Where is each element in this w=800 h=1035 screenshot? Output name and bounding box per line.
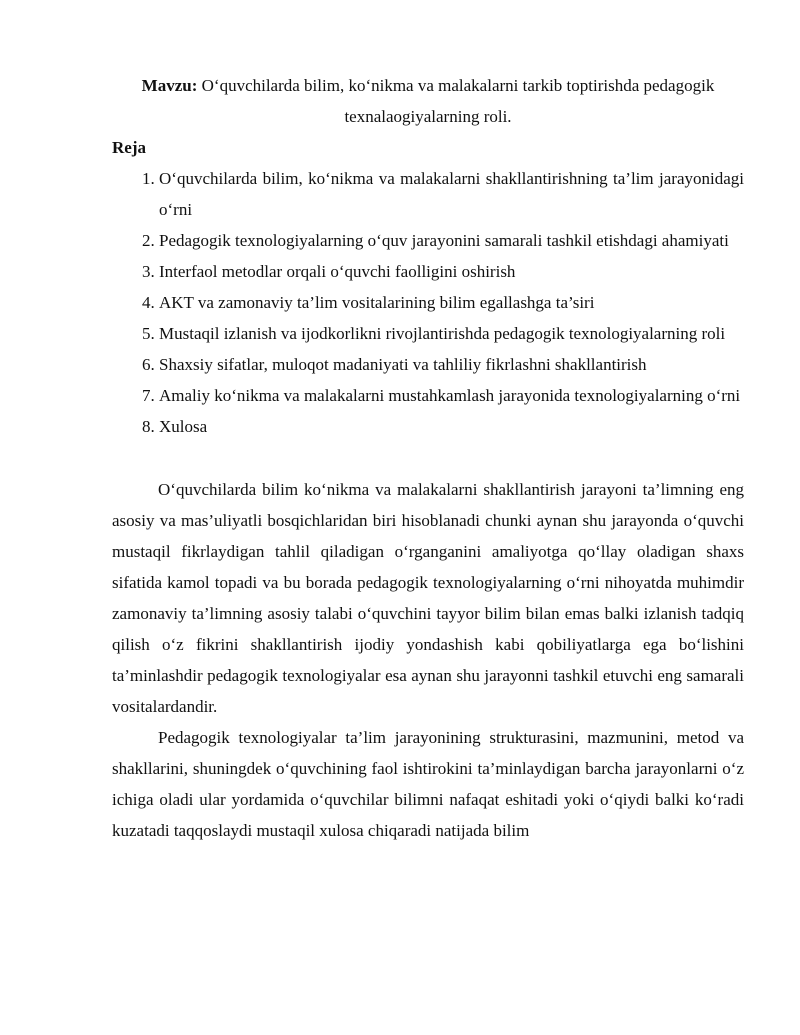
title-label: Mavzu:	[141, 76, 198, 95]
plan-item: 8. Xulosa	[159, 411, 744, 442]
paragraph: Pedagogik texnologiyalar ta’lim jarayonining strukturasini, mazmunini, metod va shakllarini, shuningdek o‘quvchining faol ishtirokini ta’minlaydigan barcha jarayonlarni o‘z ichiga oladi ular yordamida o‘quvchilar bilimni nafaqat eshitadi yoki o‘qiydi balki ko‘radi kuzatadi taqqoslaydi mustaqil xulosa chiqaradi natijada bilim	[112, 728, 744, 840]
plan-item: 2. Pedagogik texnologiyalarning o‘quv jarayonini samarali tashkil etishdagi ahamiyati	[159, 225, 744, 256]
plan-item: 3. Interfaol metodlar orqali o‘quvchi faolligini oshirish	[159, 256, 744, 287]
paragraph: O‘quvchilarda bilim ko‘nikma va malakalarni shakllantirish jarayoni ta’limning eng asosiy va mas’uliyatli bosqichlaridan biri hisoblanadi chunki aynan shu jarayonda o‘quvchi mustaqil fikrlaydigan tahlil qiladigan o‘rganganini amaliyotga qo‘llay oladigan shaxs sifatida kamol topadi va bu borada pedagogik texnologiyalarning o‘rni nihoyatda muhimdir zamonaviy ta’limning asosiy talabi o‘quvchini tayyor bilim bilan emas balki izlanish tadqiq qilish o‘z fikrini shakllantirish ijodiy yondashish kabi qobiliyatlarga ega bo‘lishini ta’minlashdir pedagogik texnologiyalar esa aynan shu jarayonni tashkil etuvchi eng samarali vositalardandir.	[112, 480, 744, 716]
document-title	[112, 70, 744, 132]
plan-item: 4. AKT va zamonaviy ta’lim vositalarining bilim egallashga ta’siri	[159, 287, 744, 318]
body-text	[112, 474, 744, 846]
plan-item: 6. Shaxsiy sifatlar, muloqot madaniyati va tahliliy fikrlashni shakllantirish	[159, 349, 744, 380]
title-text: O‘quvchilarda bilim, ko‘nikma va malakalarni tarkib toptirishda pedagogik texnalaogiyalarning roli.	[201, 76, 715, 126]
plan-heading: Reja	[112, 138, 146, 157]
plan-list	[112, 163, 744, 442]
plan-item: 5. Mustaqil izlanish va ijodkorlikni rivojlantirishda pedagogik texnologiyalarning roli	[159, 318, 744, 349]
plan-item: 1. O‘quvchilarda bilim, ko‘nikma va malakalarni shakllantirishning ta’lim jarayonidagi o‘rni	[159, 163, 744, 225]
plan-item: 7. Amaliy ko‘nikma va malakalarni mustahkamlash jarayonida texnologiyalarning o‘rni	[159, 380, 744, 411]
